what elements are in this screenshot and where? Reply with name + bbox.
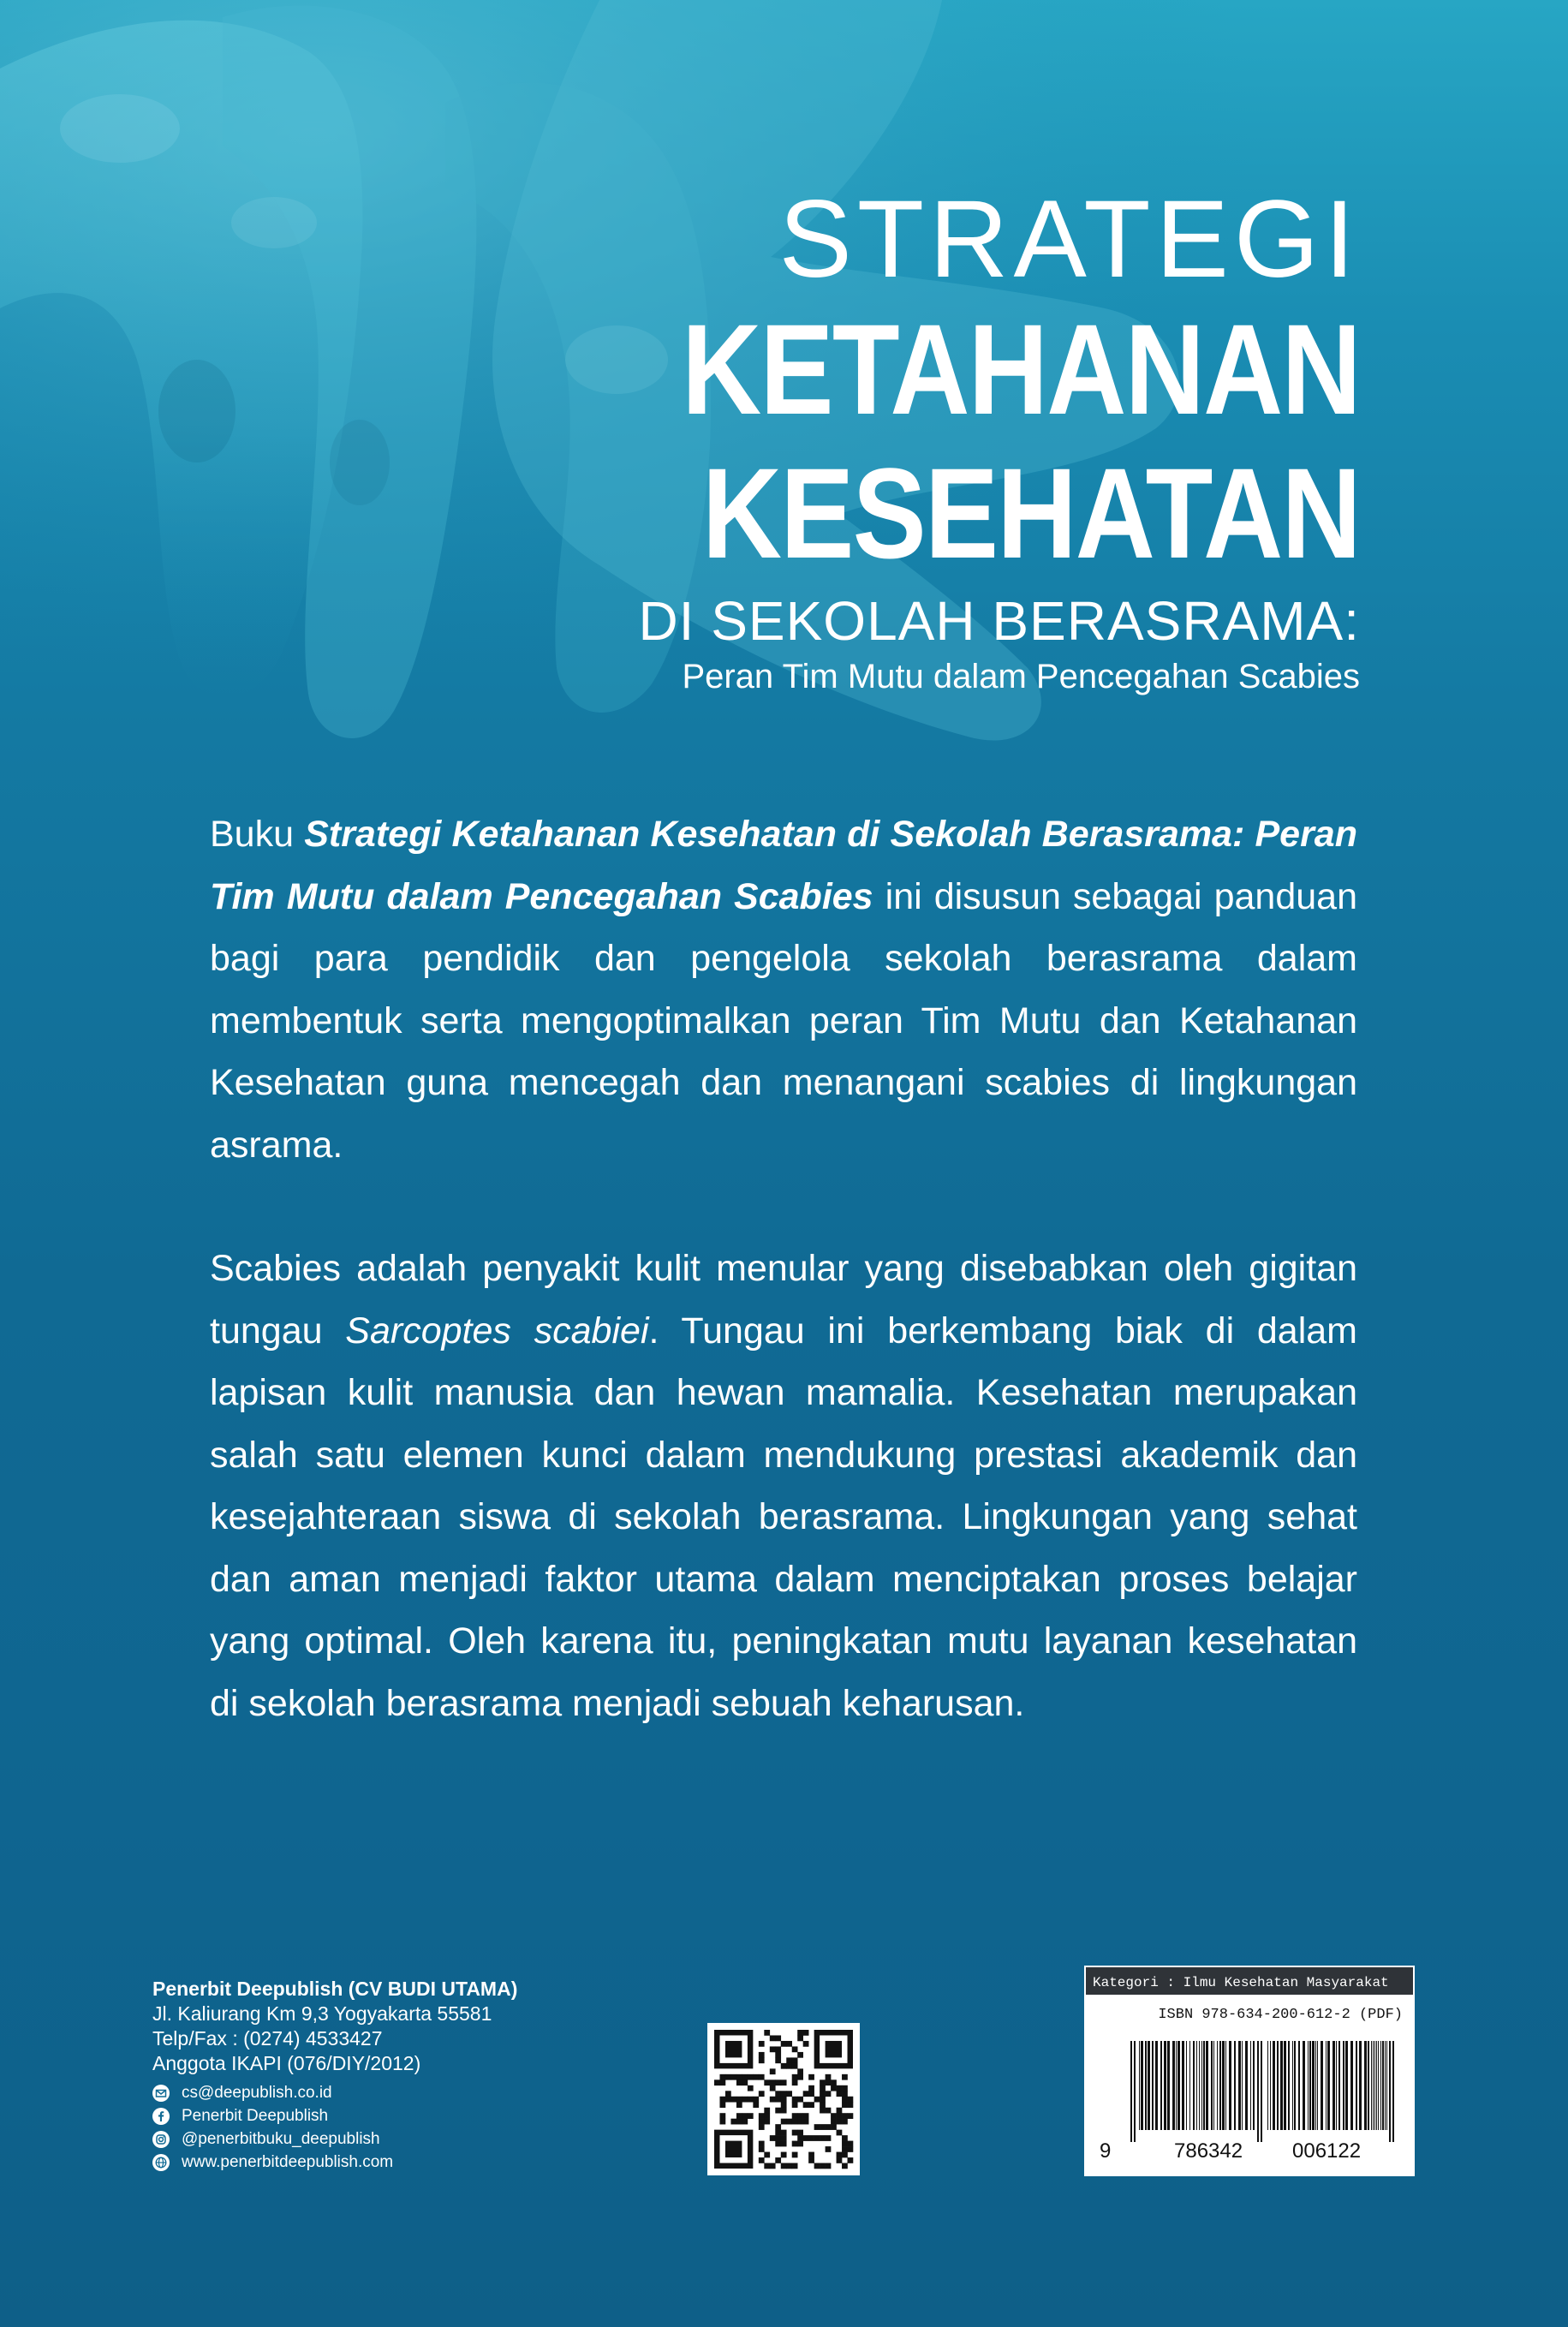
publisher-membership: Anggota IKAPI (076/DIY/2012): [152, 2052, 421, 2074]
barcode-digits-left: 786342: [1174, 2139, 1243, 2163]
globe-icon: [152, 2154, 170, 2171]
isbn-number: ISBN 978-634-200-612-2 (PDF): [1158, 2007, 1403, 2023]
facebook-icon: [152, 2108, 170, 2125]
isbn-barcode-box: [1084, 1966, 1415, 2176]
publisher-contacts: [152, 2081, 517, 2174]
qr-code: [707, 2023, 860, 2175]
species-name: Sarcoptes scabiei: [345, 1310, 649, 1351]
publisher-address: Jl. Kaliurang Km 9,3 Yogyakarta 55581: [152, 2002, 492, 2025]
title-line-kesehatan: KESEHATAN: [701, 441, 1360, 585]
contact-instagram: @penerbitbuku_deepublish: [152, 2127, 517, 2151]
book-subtitle: Peran Tim Mutu dalam Pencegahan Scabies: [682, 658, 1360, 695]
publisher-phone: Telp/Fax : (0274) 4533427: [152, 2027, 383, 2050]
synopsis-paragraph-2: Scabies adalah penyakit kulit menular yang disebabkan oleh gigitan tungau Sarcoptes scabiei. Tungau ini berkembang biak di dalam lapisan kulit manusia dan hewan mamalia. Kesehatan merupakan salah satu elemen kunci dalam mendukung prestasi akademik dan kesejahteraan siswa di sekolah berasrama. Lingkungan yang sehat dan aman menjadi faktor utama dalam menciptakan proses belajar yang optimal. Oleh karena itu, peningkatan mutu layanan kesehatan di sekolah berasrama menjadi sebuah keharusan.: [210, 1248, 1357, 1724]
publisher-name: Penerbit Deepublish (CV BUDI UTAMA): [152, 1978, 518, 2000]
contact-email: cs@deepublish.co.id: [152, 2081, 517, 2104]
title-line-sekolah: DI SEKOLAH BERASRAMA:: [638, 590, 1360, 652]
contact-website: www.penerbitdeepublish.com: [152, 2151, 517, 2174]
publisher-info: [152, 1977, 517, 2174]
barcode-digits-right: 006122: [1292, 2139, 1362, 2163]
synopsis: [210, 803, 1357, 1734]
cover-title: [504, 180, 1360, 699]
instagram-icon: [152, 2131, 170, 2148]
email-icon: [152, 2085, 170, 2102]
title-line-ketahanan: KETAHANAN: [682, 297, 1360, 441]
synopsis-paragraph-1: Buku Strategi Ketahanan Kesehatan di Sekolah Berasrama: Peran Tim Mutu dalam Pencegahan Scabies ini disusun sebagai panduan bagi para pendidik dan pengelola sekolah berasrama dalam membentuk serta mengoptimalkan peran Tim Mutu dan Ketahanan Kesehatan guna mencegah dan menangani scabies di lingkungan asrama.: [210, 814, 1357, 1166]
barcode: [1130, 2041, 1396, 2142]
contact-facebook: Penerbit Deepublish: [152, 2104, 517, 2127]
book-title-inline: Strategi Ketahanan Kesehatan di Sekolah Berasrama: Peran Tim Mutu dalam Pencegahan Scabies: [210, 814, 1357, 917]
title-line-strategi: STRATEGI: [778, 178, 1360, 301]
barcode-digit-first: 9: [1100, 2139, 1112, 2163]
isbn-category: Kategori : Ilmu Kesehatan Masyarakat: [1084, 1966, 1415, 1996]
